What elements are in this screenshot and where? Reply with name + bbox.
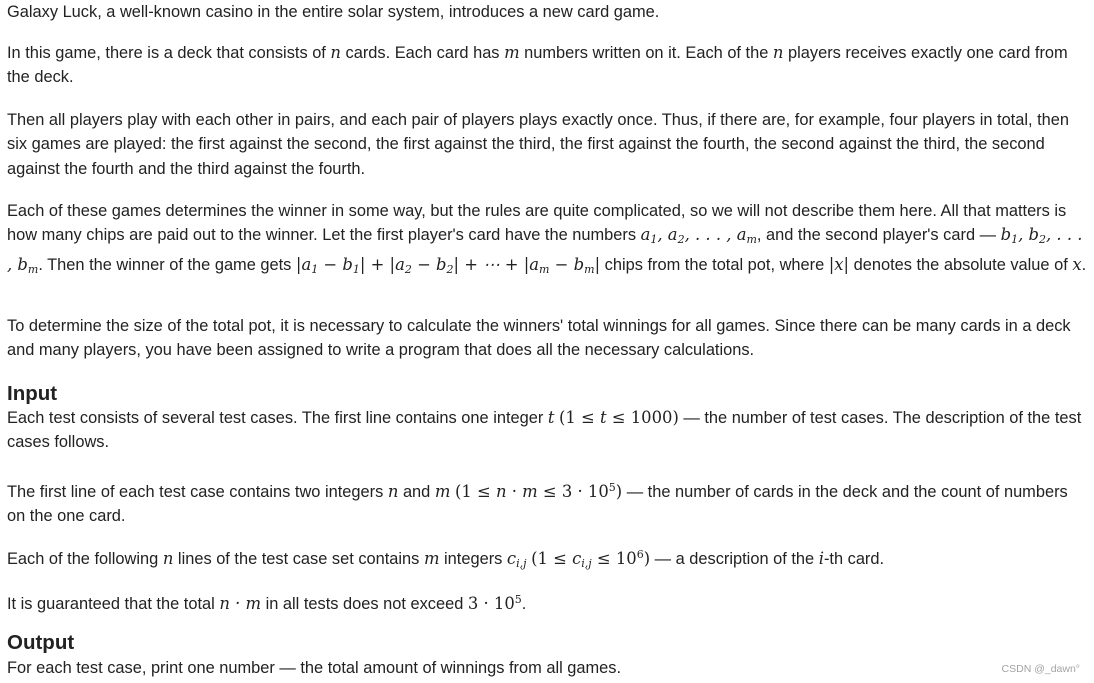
formula-t-range: (1 ≤ t ≤ 1000) (559, 408, 679, 427)
formula-abs-x: |x| (828, 254, 850, 274)
pot-paragraph: To determine the size of the total pot, it is necessary to calculate the winners' total winnings for all games. Since there can be many cards in a deck and many players, you have been assigned to write a program that does all the necessary calculations. (7, 317, 1071, 360)
deck-paragraph: In this game, there is a deck that consists of n cards. Each card has m numbers written on it. Each of the n players receives exactly one card from the deck. (7, 43, 1068, 87)
intro-paragraph: Galaxy Luck, a well-known casino in the entire solar system, introduces a new card game. (7, 3, 660, 21)
csdn-watermark: CSDN @_dawn° (1001, 663, 1080, 675)
formula-x: x (1072, 254, 1082, 274)
input-guarantee-paragraph: It is guaranteed that the total n · m in all tests does not exceed $3 \cdot 10^5$. (7, 593, 527, 613)
output-heading: Output (7, 631, 75, 654)
pairs-paragraph: Then all players play with each other in pairs, and each pair of players plays exactly once. Thus, if there are, for example, four players in total, then six games are played: the first against the second, the first against the third, the first against the fourth, the second against the third, the second against the fourth and the third against the fourth. (7, 111, 1070, 178)
formula-limit: $3 \cdot 10^5$ (467, 593, 522, 613)
formula-b-sequence: $b_1$, $b_2$, . . . , $b_m$ (7, 225, 1083, 276)
input-card-lines-paragraph: Each of the following n lines of the test case set contains m integers $c_{i,j}$ $(1 \le c_{i,j} \le 10^6)$ — a description of the i-th card. (7, 548, 885, 570)
formula-sum-abs-diff: $|a_1 - b_1| + |a_2 - b_2|$ + ⋯ + $|a_m - b_m|$ (295, 254, 601, 276)
output-paragraph: For each test case, print one number — the total amount of winnings from all games. (7, 659, 622, 677)
formula-a-sequence: $a_1$, $a_2$, . . . , $a_m$ (640, 225, 757, 247)
formula-nm-range: $(1 \le n \cdot m \le 3 \cdot 10^5)$ (454, 481, 623, 501)
formula-c-range: $(1 \le c_{i,j} \le 10^6)$ (531, 548, 651, 570)
formula-c-ij: $c_{i,j}$ (506, 549, 527, 570)
winnings-paragraph: Each of these games determines the winner in some way, but the rules are quite complicated, so we will not describe them here. All that matters is how many chips are paid out to the winner. Let the first player's card have the numbers $a_1$, $a_2$, . . . , $a_m$, and the second player's card — $b_1$, $b_2$, . . . , $b_m$. Then the winner of the game gets $|a_1 - b_1| + |a_2 - b_2|$ + ⋯ + $|a_m - b_m|$ chips from the total pot, where |x| denotes the absolute value of x. (7, 202, 1087, 276)
formula-n-times-m: n · m (219, 594, 262, 613)
input-nm-paragraph: The first line of each test case contains two integers n and m $(1 \le n \cdot m \le 3 \cdot 10^5)$ — the number of cards in the deck and the count of numbers on the one card. (7, 481, 1068, 526)
input-test-count-paragraph: Each test consists of several test cases. The first line contains one integer t (1 ≤ t ≤ 1000) — the number of test cases. The description of the test cases follows. (7, 408, 1082, 452)
input-heading: Input (7, 382, 58, 405)
